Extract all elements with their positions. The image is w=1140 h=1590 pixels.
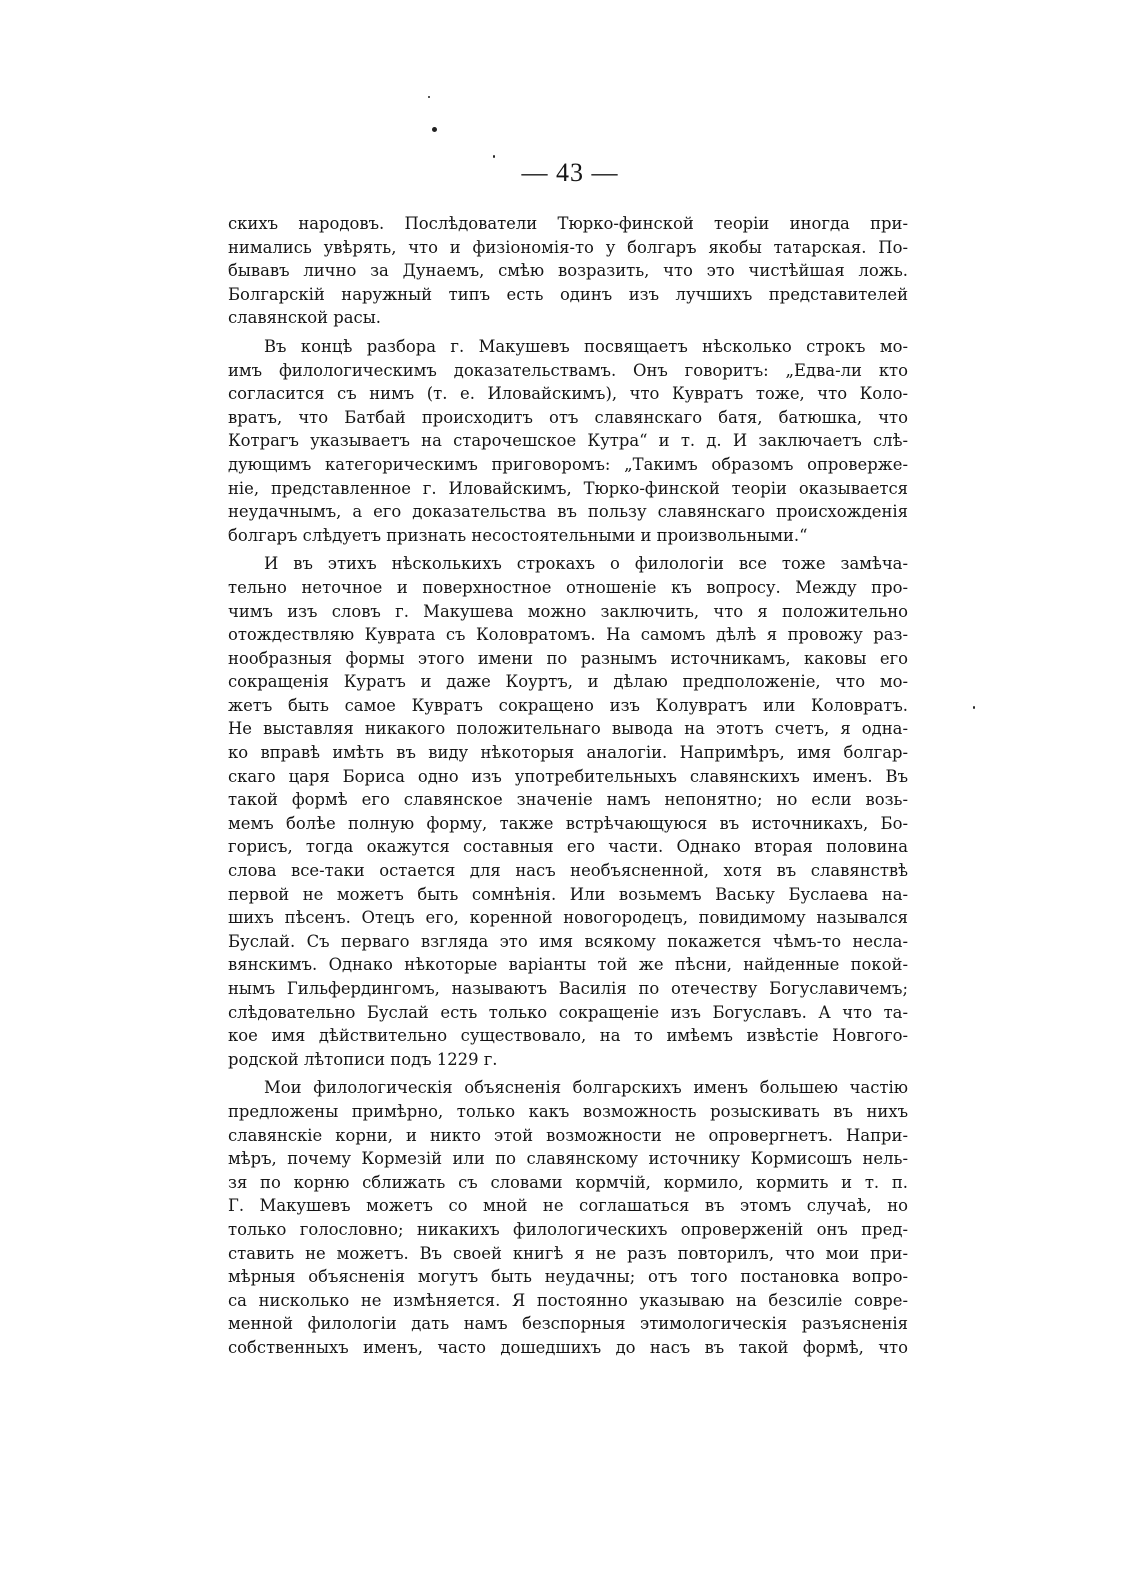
text-line: скаго царя Бориса одно изъ употребительныхъ славянскихъ именъ. Въ [228,766,908,786]
text-line: славянскіе корни, и никто этой возможности не опровергнетъ. Напри- [228,1125,908,1145]
text-line: горисъ, тогда окажутся составныя его части. Однако вторая половина [228,837,908,857]
text-line: славянской расы. [228,308,381,328]
paragraph [228,212,908,330]
text-line: мѣръ, почему Кормезій или по славянскому источнику Кормисошъ нель- [228,1149,908,1169]
text-line: предложены примѣрно, только какъ возможность розыскивать въ нихъ [228,1101,908,1121]
text-line: неудачнымъ, а его доказательства въ пользу славянскаго происхожденія [228,502,908,522]
text-line: Мои филологическія объясненія болгарскихъ именъ большею частію [264,1078,908,1098]
text-line: слѣдовательно Буслай есть только сокращеніе изъ Богуславъ. А что та- [228,1002,908,1022]
page-body [228,212,908,1360]
text-line: согласится съ нимъ (т. е. Иловайскимъ), что Кувратъ тоже, что Коло- [228,384,908,404]
text-line: собственныхъ именъ, часто дошедшихъ до насъ въ такой формѣ, что [228,1337,908,1357]
text-line: только голословно; никакихъ филологическихъ опроверженій онъ пред- [228,1219,908,1239]
text-line: Котрагъ указываетъ на старочешское Кутра“ и т. д. И заключаетъ слѣ- [228,431,908,451]
text-line: Не выставляя никакого положительнаго вывода на этотъ счетъ, я одна- [228,719,908,739]
text-line: дующимъ категорическимъ приговоромъ: „Такимъ образомъ опроверже- [228,454,908,474]
text-line: мѣрныя объясненія могутъ быть неудачны; отъ того постановка вопро- [228,1267,908,1287]
text-line: нимались увѣрять, что и физіономія-то у болгаръ якобы татарская. По- [228,237,908,257]
text-line: са нисколько не измѣняется. Я постоянно указываю на безсиліе совре- [228,1290,908,1310]
text-line: ставить не можетъ. Въ своей книгѣ я не разъ повторилъ, что мои при- [228,1243,908,1263]
scan-speck [428,96,430,98]
page-number: — 43 — [521,158,619,187]
text-line: болгаръ слѣдуетъ признать несостоятельными и произвольными.“ [228,525,808,545]
text-line: отождествляю Куврата съ Коловратомъ. На самомъ дѣлѣ я провожу раз- [228,625,908,645]
text-line: ніе, представленное г. Иловайскимъ, Тюрко-финской теоріи оказывается [228,478,908,498]
text-line: имъ филологическимъ доказательствамъ. Онъ говоритъ: „Едва-ли кто [228,360,908,380]
scan-speck [432,127,437,132]
text-line: первой не можетъ быть сомнѣнія. Или возьмемъ Ваську Буслаева на- [228,884,908,904]
text-line: Болгарскій наружный типъ есть одинъ изъ лучшихъ представителей [228,284,908,304]
text-line: Въ концѣ разбора г. Макушевъ посвящаетъ нѣсколько строкъ мо- [264,336,908,356]
text-line: мемъ болѣе полную форму, также встрѣчающуюся въ источникахъ, Бо- [228,813,908,833]
paragraph [228,335,908,547]
text-line: тельно неточное и поверхностное отношеніе къ вопросу. Между про- [228,577,908,597]
text-line: кое имя дѣйствительно существовало, на то имѣемъ извѣстіе Новгого- [228,1026,908,1046]
paragraph [228,1076,908,1359]
text-line: зя по корню сближать съ словами кормчій, кормило, кормить и т. п. [228,1172,908,1192]
text-line: менной филологіи дать намъ безспорныя этимологическія разъясненія [228,1314,908,1334]
text-line: такой формѣ его славянское значеніе намъ непонятно; но если возь- [228,790,908,810]
text-line: скихъ народовъ. Послѣдователи Тюрко-финской теоріи иногда при- [228,214,908,233]
text-line: вратъ, что Батбай происходитъ отъ славянскаго батя, батюшка, что [228,407,908,427]
text-line: Буслай. Съ перваго взгляда это имя всякому покажется чѣмъ-то несла- [228,931,908,951]
text-line: И въ этихъ нѣсколькихъ строкахъ о филологіи все тоже замѣча- [264,554,908,574]
text-line: нообразныя формы этого имени по разнымъ источникамъ, каковы его [228,648,908,668]
text-line: шихъ пѣсенъ. Отецъ его, коренной новогородецъ, повидимому назывался [228,908,908,928]
paragraph [228,552,908,1071]
text-line: сокращенія Куратъ и даже Коуртъ, и дѣлаю предположеніе, что мо- [228,672,908,692]
text-line: жетъ быть самое Кувратъ сокращено изъ Колувратъ или Коловратъ. [228,695,908,715]
text-line: чимъ изъ словъ г. Макушева можно заключить, что я положительно [228,601,908,621]
scan-speck [973,706,975,709]
text-line: бывавъ лично за Дунаемъ, смѣю возразить, что это чистѣйшая ложь. [228,261,908,281]
text-line: Г. Макушевъ можетъ со мной не соглашаться въ этомъ случаѣ, но [228,1196,908,1216]
text-line: ко вправѣ имѣть въ виду нѣкоторыя аналогіи. Напримѣръ, имя болгар- [228,743,908,763]
text-line: родской лѣтописи подъ 1229 г. [228,1049,498,1069]
text-line: нымъ Гильфердингомъ, называютъ Василія по отечеству Богуславичемъ; [228,979,908,998]
text-line: вянскимъ. Однако нѣкоторые варіанты той же пѣсни, найденные покой- [228,955,908,975]
text-line: слова все-таки остается для насъ необъясненной, хотя въ славянствѣ [228,861,908,881]
